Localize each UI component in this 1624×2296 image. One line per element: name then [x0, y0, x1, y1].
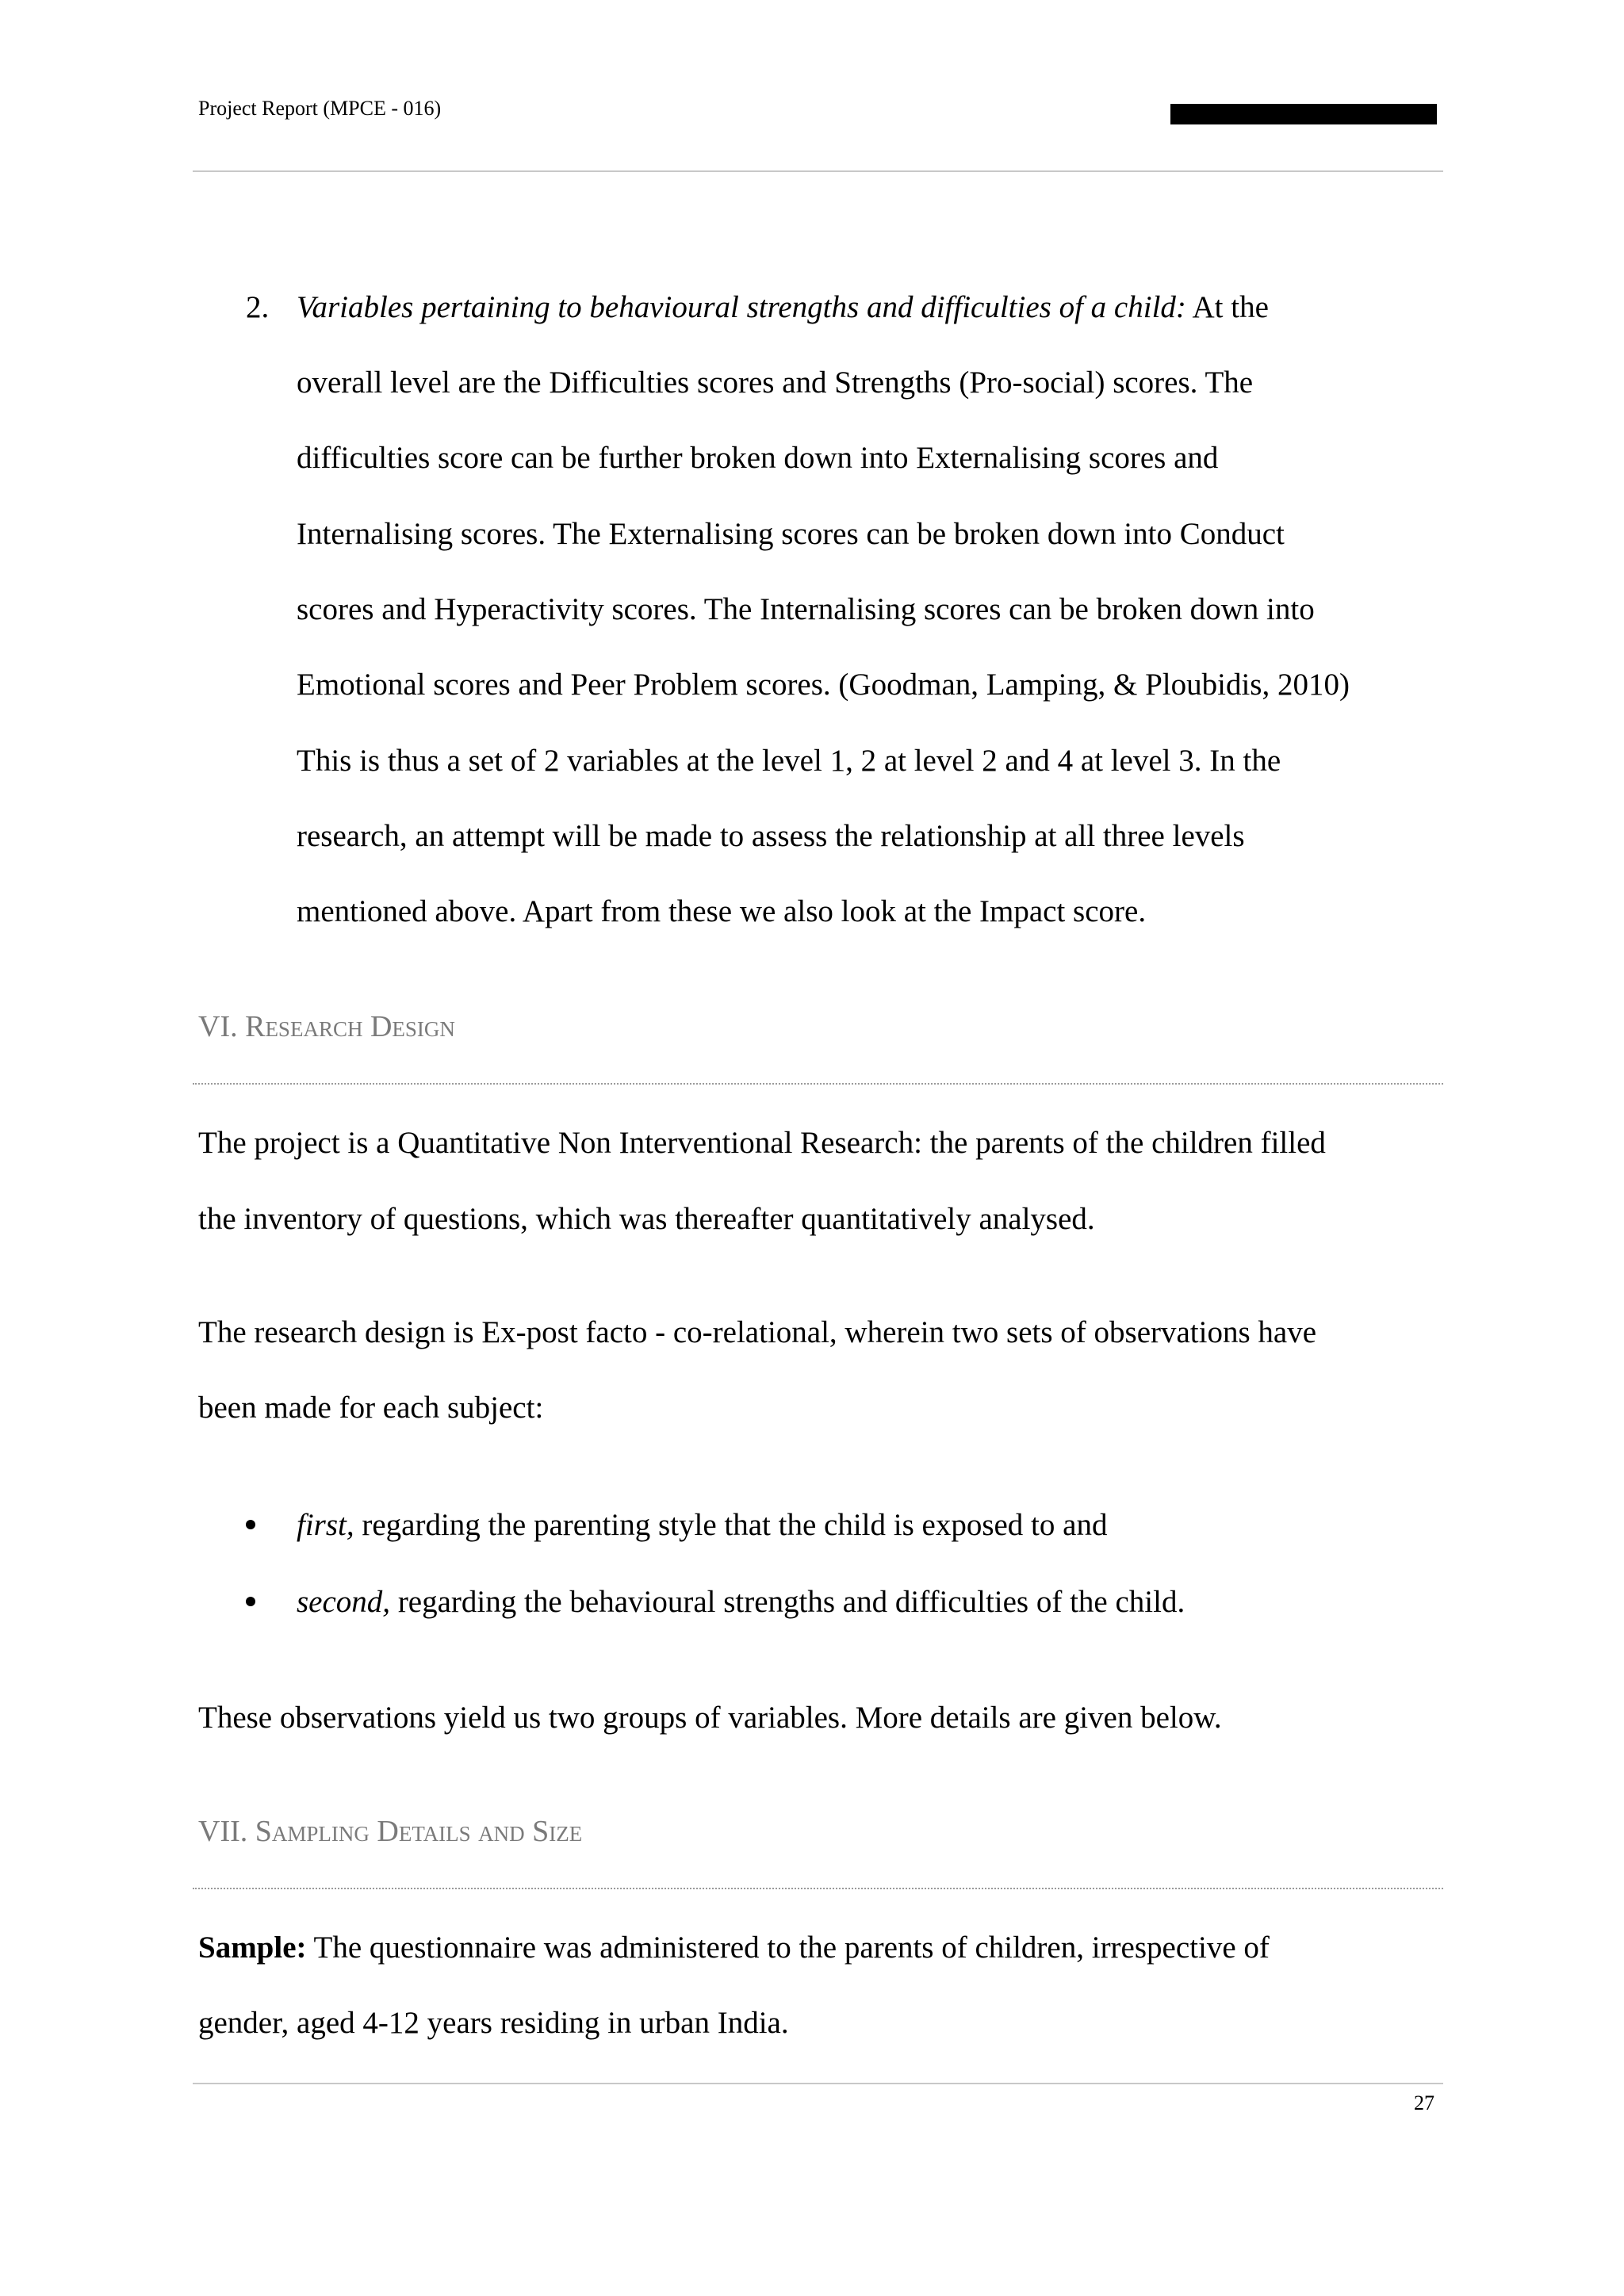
research-design-para2-line2: been made for each subject: [198, 1391, 544, 1425]
research-design-para1-line2: the inventory of questions, which was thereafter quantitatively analysed. [198, 1202, 1095, 1236]
item2-line-9: mentioned above. Apart from these we also look at the Impact score. [297, 894, 1147, 928]
bullet-icon [246, 1597, 255, 1606]
item2-line-8: research, an attempt will be made to assess the relationship at all three levels [297, 819, 1245, 853]
item2-line-1 [297, 289, 1269, 327]
research-design-para2-line1: The research design is Ex-post facto - co-relational, wherein two sets of observations have [198, 1315, 1317, 1349]
bullet-item-first [297, 1506, 1107, 1544]
heading-research-design: VI. Research Design [198, 1010, 455, 1043]
sample-label: Sample: [198, 1931, 307, 1965]
item2-line-2: overall level are the Difficulties scores and Strengths (Pro-social) scores. The [297, 365, 1254, 400]
sample-line1-rest: The questionnaire was administered to the parents of children, irrespective of [306, 1931, 1270, 1965]
research-design-para3: These observations yield us two groups of variables. More details are given below. [198, 1701, 1222, 1735]
header-title: Project Report (MPCE - 016) [198, 97, 442, 120]
bullet-first-rest: regarding the parenting style that the child is exposed to and [354, 1508, 1108, 1542]
heading-sampling: VII. Sampling Details and Size [198, 1815, 583, 1848]
research-design-divider [193, 1083, 1443, 1085]
header-divider [193, 170, 1443, 172]
item2-lead-italic: Variables pertaining to behavioural strengths and difficulties of a child: [297, 290, 1186, 324]
bullet-first-lead: first, [297, 1508, 354, 1542]
bullet-second-lead: second, [297, 1585, 391, 1619]
sample-line1 [198, 1929, 1270, 1967]
bullet-second-rest: regarding the behavioural strengths and difficulties of the child. [390, 1585, 1185, 1619]
item2-line-4: Internalising scores. The Externalising scores can be broken down into Conduct [297, 517, 1285, 551]
bullet-icon [246, 1520, 255, 1529]
item2-line1-rest: At the [1185, 290, 1269, 324]
sample-line2: gender, aged 4-12 years residing in urban India. [198, 2006, 789, 2040]
page-number: 27 [1414, 2091, 1434, 2114]
item2-line-5: scores and Hyperactivity scores. The Internalising scores can be broken down into [297, 592, 1315, 626]
item2-line-7: This is thus a set of 2 variables at the level 1, 2 at level 2 and 4 at level 3. In the [297, 744, 1281, 778]
research-design-para1-line1: The project is a Quantitative Non Interventional Research: the parents of the children filled [198, 1126, 1326, 1160]
item2-line-3: difficulties score can be further broken down into Externalising scores and [297, 441, 1219, 475]
bullet-item-second [297, 1583, 1185, 1621]
sampling-divider [193, 1888, 1443, 1889]
item2-line-6: Emotional scores and Peer Problem scores. (Goodman, Lamping, & Ploubidis, 2010) [297, 668, 1350, 702]
redaction-bar [1170, 104, 1437, 124]
list-number: 2. [246, 290, 270, 324]
footer-divider [193, 2083, 1443, 2084]
